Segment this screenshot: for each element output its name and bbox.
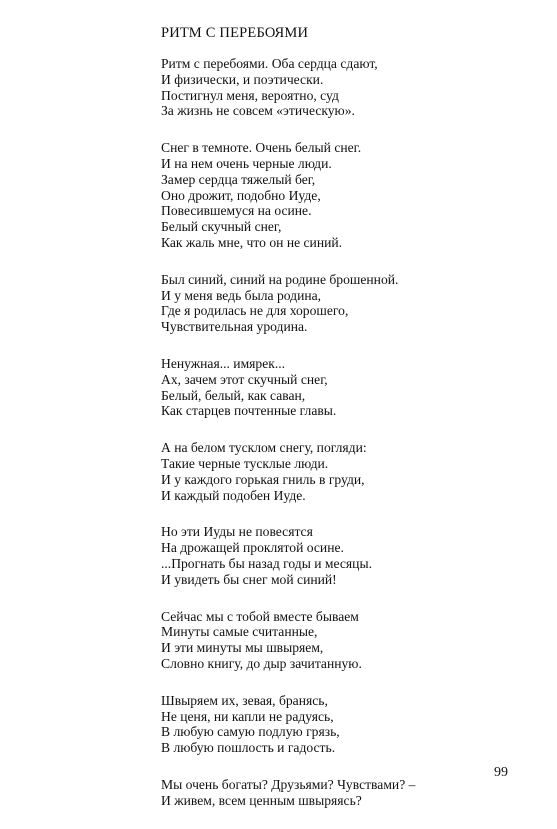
poem-line: Сейчас мы с тобой вместе бываем: [161, 608, 359, 624]
poem-line: В любую самую подлую грязь,: [161, 724, 340, 740]
poem-line: И увидеть бы снег мой синий!: [161, 571, 337, 587]
poem-line: И живем, всем ценным швыряясь?: [161, 792, 362, 808]
stanza-8: [161, 693, 541, 756]
poem-line: Постигнул меня, вероятно, суд: [161, 87, 339, 103]
poem-line: Ненужная... имярек...: [161, 355, 286, 371]
poem-line: И на нем очень черные люди.: [161, 155, 332, 171]
poem-line: За жизнь не совсем «этическую».: [161, 103, 355, 119]
poem-line: Белый, белый, как саван,: [161, 387, 306, 403]
poem-line: Ритм с перебоями. Оба сердца сдают,: [161, 56, 378, 71]
poem-line: Но эти Иуды не повесятся: [161, 524, 313, 540]
poem-line: Снег в темноте. Очень белый снег.: [161, 140, 362, 156]
stanza-6: [161, 524, 541, 587]
poem-line: Чувствительная уродина.: [161, 319, 308, 335]
poem-line: И у меня ведь была родина,: [161, 287, 322, 303]
poem-line: Минуты самые считанные,: [161, 624, 318, 640]
poem-line: В любую пошлость и гадость.: [161, 740, 336, 756]
poem-line: И физически, и поэтически.: [161, 71, 324, 87]
poem-line: Был синий, синий на родине брошенной.: [161, 271, 399, 287]
page-number: 99: [494, 765, 508, 780]
poem-line: И у каждого горькая гниль в груди,: [161, 471, 365, 487]
stanza-2: [161, 140, 541, 251]
poem-line: Такие черные тусклые люди.: [161, 455, 329, 471]
poem-line: Ах, зачем этот скучный снег,: [161, 371, 328, 387]
poem-line: Не ценя, ни капли не радуясь,: [161, 708, 334, 724]
poem-line: Белый скучный снег,: [161, 219, 282, 235]
stanza-7: [161, 609, 541, 672]
poem-title: РИТМ С ПЕРЕБОЯМИ: [161, 25, 309, 41]
poem-line: ...Прогнать бы назад годы и месяцы.: [161, 555, 372, 571]
poem-line: На дрожащей проклятой осине.: [161, 540, 344, 556]
poem-body: [161, 56, 541, 829]
poem-line: Словно книгу, до дыр зачитанную.: [161, 655, 362, 671]
poem-line: И каждый подобен Иуде.: [161, 487, 306, 503]
stanza-4: [161, 356, 541, 419]
poem-line: А на белом тусклом снегу, погляди:: [161, 440, 367, 456]
poem-line: Мы очень богаты? Друзьями? Чувствами? –: [161, 776, 416, 792]
poem-line: Швыряем их, зевая, бранясь,: [161, 692, 328, 708]
poem-line: Повесившемуся на осине.: [161, 203, 312, 219]
poem-line: Оно дрожит, подобно Иуде,: [161, 187, 321, 203]
poem-line: Замер сердца тяжелый бег,: [161, 171, 316, 187]
stanza-9: [161, 777, 541, 809]
stanza-5: [161, 440, 541, 503]
stanza-1: [161, 56, 541, 119]
poem-line: И эти минуты мы швыряем,: [161, 640, 324, 656]
poem-line: Где я родилась не для хорошего,: [161, 303, 349, 319]
poem-line: Как старцев почтенные главы.: [161, 403, 337, 419]
poem-line: Как жаль мне, что он не синий.: [161, 234, 343, 250]
stanza-3: [161, 272, 541, 335]
